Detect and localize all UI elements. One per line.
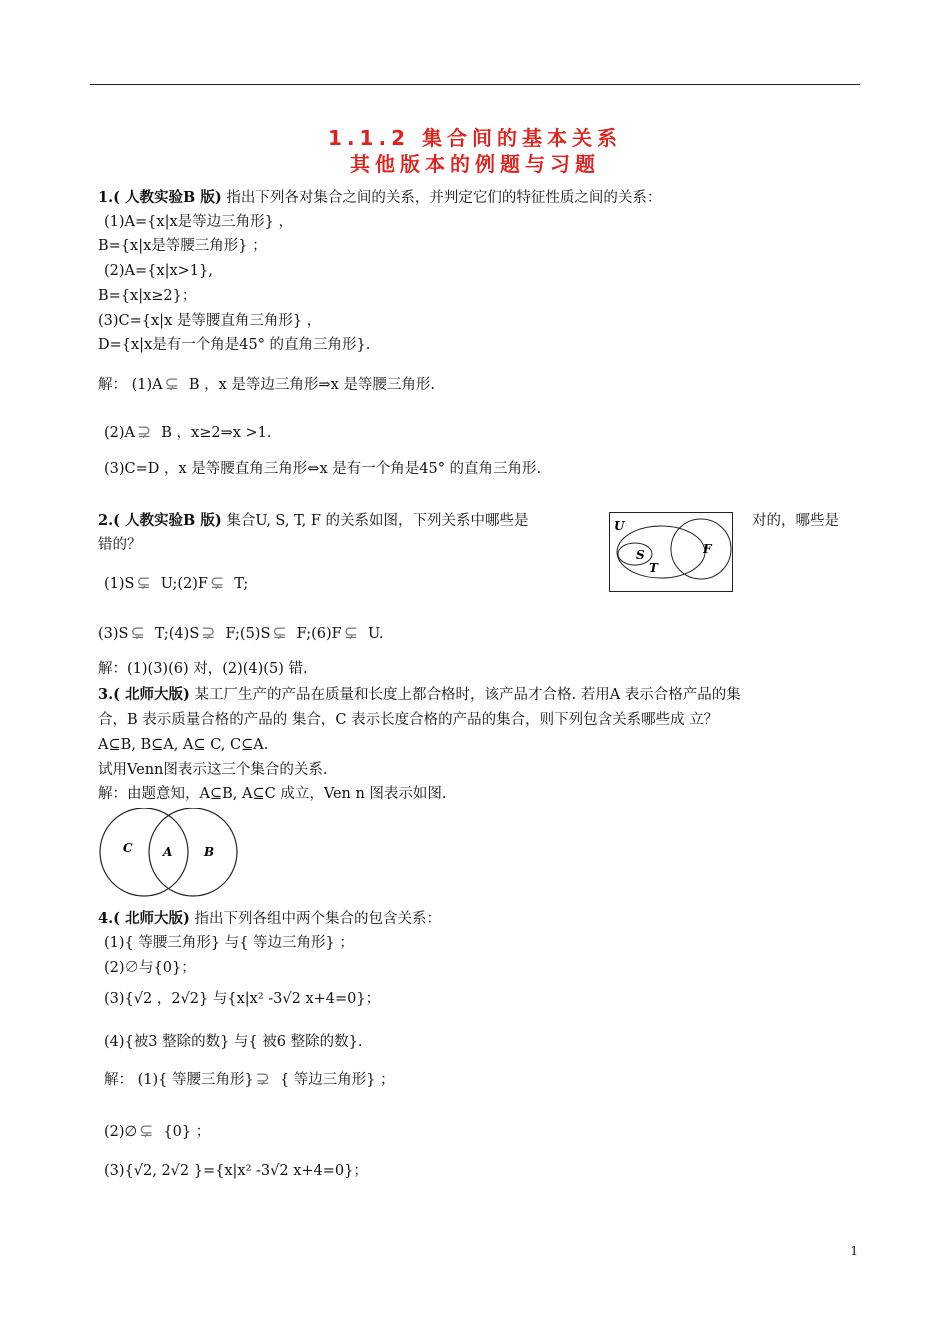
item-4: T;(4)S bbox=[154, 626, 200, 642]
q1-text: 指出下列各对集合之间的关系，并判定它们的特征性质之间的关系： bbox=[226, 190, 662, 206]
item-1: (1)S bbox=[104, 576, 135, 592]
item-2: U;(2)F bbox=[160, 576, 208, 592]
q1-line-2: B={x|x是等腰三角形} ； bbox=[98, 238, 267, 254]
superset-symbol: ⊋ bbox=[201, 623, 216, 643]
q1-line-6: D={x|x是有一个角是45° 的直角三角形}. bbox=[98, 337, 371, 353]
subset-symbol: ⊊ bbox=[343, 623, 358, 643]
q4-s2-right: {0} ； bbox=[163, 1124, 211, 1140]
q3-line-3: A⊆B, B⊆A, A⊆ C, C⊆A. bbox=[98, 737, 269, 753]
item-5: F;(5)S bbox=[225, 626, 271, 642]
q1-s1-right: B ，x 是等边三角形⇒x 是等腰三角形. bbox=[188, 377, 435, 393]
q3-heading bbox=[98, 684, 741, 706]
q1-solution-2 bbox=[104, 421, 272, 444]
q1-s1-left: (1)A bbox=[131, 377, 163, 393]
item-6-end: U. bbox=[367, 626, 384, 642]
q4-line-3: (3){√2 ，2√2} 与{x|x² -3√2 x+4=0}； bbox=[104, 991, 381, 1007]
subset-symbol: ⊊ bbox=[272, 623, 287, 643]
item-2-end: T; bbox=[234, 576, 249, 592]
label-u: U bbox=[614, 519, 625, 533]
q4-solution-1 bbox=[104, 1068, 395, 1091]
q1-line-1: (1)A={x|x是等边三角形} ， bbox=[104, 214, 293, 230]
q2-items-1 bbox=[104, 572, 248, 595]
q4-text: 指出下列各组中两个集合的包含关系： bbox=[194, 911, 442, 927]
superset-symbol: ⊋ bbox=[137, 422, 152, 442]
q3-line-4: 试用Venn图表示这三个集合的关系. bbox=[98, 762, 328, 778]
q2-line-2: 错的？ bbox=[98, 537, 142, 553]
q1-s2-right: B ，x≥2⇒x >1. bbox=[161, 425, 272, 441]
label-s: S bbox=[636, 548, 645, 562]
q2-text: 集合U, S, T, F 的关系如图，下列关系中哪些是 bbox=[226, 513, 529, 529]
superset-symbol: ⊋ bbox=[255, 1069, 270, 1089]
q2-items-2 bbox=[98, 622, 383, 645]
q1-s2-left: (2)A bbox=[104, 425, 136, 441]
q3-text: 某工厂生产的产品在质量和长度上都合格时，该产品才合格. 若用A 表示合格产品的集 bbox=[194, 687, 741, 703]
q4-line-4: (4){被3 整除的数} 与{ 被6 整除的数}. bbox=[104, 1034, 363, 1050]
subset-symbol: ⊊ bbox=[139, 1121, 154, 1141]
q2-heading bbox=[98, 510, 529, 532]
set-c-circle bbox=[100, 808, 188, 896]
q2-heading-tail: 对的，哪些是 bbox=[752, 513, 839, 529]
set-t-ellipse bbox=[617, 526, 705, 578]
q3-line-2: 合，B 表示质量合格的产品的 集合，C 表示长度合格的产品的集合，则下列包含关系哪些成 立？ bbox=[98, 712, 719, 728]
item-6: F;(6)F bbox=[296, 626, 342, 642]
label-a: A bbox=[163, 845, 173, 859]
q4-source: 4.( 北师大版) bbox=[98, 910, 190, 927]
q3-source: 3.( 北师大版) bbox=[98, 686, 190, 703]
q2-source: 2.( 人教实验B 版) bbox=[98, 512, 222, 529]
q1-line-5: (3)C={x|x 是等腰直角三角形} ， bbox=[98, 313, 322, 329]
q4-line-2: (2)∅与{0}； bbox=[104, 960, 196, 976]
q2-answer: 解：(1)(3)(6) 对，(2)(4)(5) 错. bbox=[98, 661, 308, 677]
q3-line-5: 解：由题意知，A⊆B, A⊆C 成立，Ven n 图表示如图. bbox=[98, 786, 447, 802]
set-f-circle bbox=[671, 519, 731, 579]
solution-label: 解： bbox=[98, 377, 127, 393]
subset-symbol: ⊊ bbox=[164, 374, 179, 394]
q4-s2-left: (2)∅ bbox=[104, 1124, 138, 1140]
q1-line-3: (2)A={x|x>1}, bbox=[104, 263, 213, 279]
q1-source: 1.( 人教实验B 版) bbox=[98, 189, 222, 206]
venn-diagram-cab bbox=[98, 808, 240, 900]
q1-solution-1 bbox=[98, 373, 435, 396]
venn-diagram-ustf bbox=[609, 512, 733, 592]
subset-symbol: ⊊ bbox=[209, 573, 225, 593]
q1-heading bbox=[98, 187, 661, 209]
subset-symbol: ⊊ bbox=[130, 623, 145, 643]
header-rule bbox=[90, 84, 860, 85]
label-b: B bbox=[204, 845, 215, 859]
q4-line-1: (1){ 等腰三角形} 与{ 等边三角形} ； bbox=[104, 935, 354, 951]
q1-solution-3: (3)C=D ，x 是等腰直角三角形⇔x 是有一个角是45° 的直角三角形. bbox=[104, 461, 542, 477]
label-t: T bbox=[649, 561, 658, 575]
label-f: F bbox=[703, 542, 712, 556]
set-s-ellipse bbox=[618, 543, 652, 565]
label-c: C bbox=[123, 841, 133, 855]
q4-heading bbox=[98, 908, 441, 930]
q1-line-4: B={x|x≥2}； bbox=[98, 288, 197, 304]
q4-solution-2 bbox=[104, 1120, 210, 1143]
q4-s1-left: 解： (1){ 等腰三角形} bbox=[104, 1072, 254, 1088]
subset-symbol: ⊊ bbox=[136, 573, 151, 593]
item-3: (3)S bbox=[98, 626, 129, 642]
title-line-1: 1.1.2 集合间的基本关系 bbox=[328, 126, 622, 150]
q4-s1-right: { 等边三角形} ； bbox=[279, 1072, 395, 1088]
title-line-2: 其他版本的例题与习题 bbox=[350, 152, 600, 176]
page-number: 1 bbox=[850, 1244, 858, 1258]
q4-solution-3: (3){√2, 2√2 }={x|x² -3√2 x+4=0}； bbox=[104, 1163, 368, 1179]
